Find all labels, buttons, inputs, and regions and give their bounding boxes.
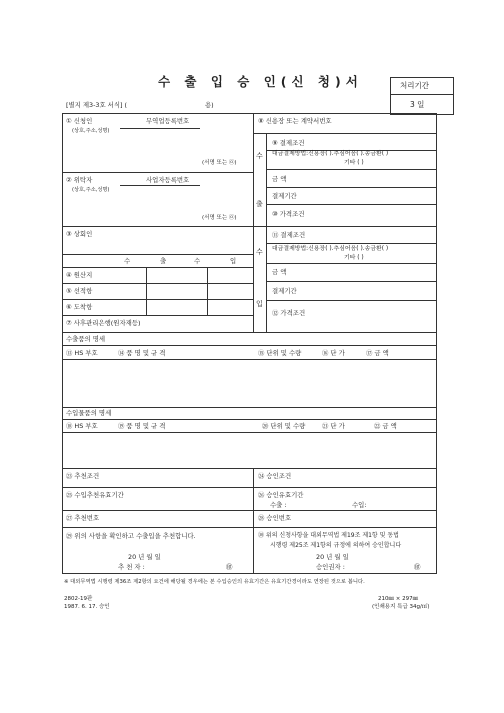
approval-date: 20 년 월 일 bbox=[316, 553, 349, 561]
import-goods-header: ⑳ 단위 및 수량 bbox=[262, 422, 306, 430]
arrival-port-label: ⑥ 도착항 bbox=[66, 303, 93, 311]
export-period-label: 결제기간 bbox=[272, 192, 297, 200]
approval-statement-line2: 시행령 제25조 제1항의 규정에 의하여 승인합니다 bbox=[270, 542, 402, 549]
approver-seal: ㊞ bbox=[414, 563, 421, 571]
recommender-label: 추 천 자 : bbox=[118, 563, 145, 571]
export-payment-method: 대금결제방법:신용장( ).추심어음( ).송금환( ) bbox=[272, 151, 389, 157]
export-side-label: 수 bbox=[256, 152, 263, 160]
grid-line bbox=[62, 315, 253, 316]
approval-statement-line1: ㉚ 위의 신청사항을 대외무역법 제19조 제1항 및 동법 bbox=[258, 532, 399, 539]
lc-contract-number-label: ⑧ 신용장 또는 계약서번호 bbox=[258, 117, 332, 125]
grid-line bbox=[436, 113, 437, 573]
form-reference-suffix: 용) bbox=[205, 101, 214, 109]
consignor-reg-number-label: 사업자등록번호 bbox=[146, 176, 190, 184]
grid-line bbox=[62, 283, 253, 284]
grid-line bbox=[62, 267, 253, 268]
import-payment-method: 대금결제방법:신용장( ).추심어음( ).송금환( ) bbox=[272, 246, 389, 252]
grid-line bbox=[62, 359, 437, 360]
grid-line bbox=[62, 332, 437, 333]
grid-line bbox=[62, 299, 253, 300]
grid-line bbox=[253, 133, 437, 134]
import-payment-terms-label: ⑪ 결제조건 bbox=[272, 231, 306, 239]
approval-validity-export: 수출 : bbox=[270, 501, 287, 509]
recommender-seal: ㊞ bbox=[226, 563, 233, 571]
applicant-sign-label: (서명 또는 ㉧) bbox=[202, 160, 237, 166]
form-code: 2802-19판 bbox=[64, 596, 93, 602]
recommendation-statement: ㉙ 위의 사항을 확인하고 수출입을 추천합니다. bbox=[66, 532, 196, 540]
grid-line bbox=[253, 226, 437, 227]
grid-line bbox=[266, 243, 437, 244]
import-payment-other: 기타 ( ) bbox=[344, 255, 364, 261]
export-goods-header: ⑯ 단 가 bbox=[322, 349, 345, 357]
grid-line bbox=[266, 300, 437, 301]
grid-line bbox=[62, 254, 253, 255]
processing-period-label: 처리기간 bbox=[400, 81, 429, 90]
paper-spec: (인쇄용지 특급 34g/㎡) bbox=[372, 604, 430, 610]
import-period-label: 결제기간 bbox=[272, 287, 297, 295]
consignor-label: ② 위탁자 bbox=[66, 176, 93, 184]
loading-port-label: ⑤ 선적항 bbox=[66, 287, 93, 295]
form-title: 수 출 입 승 인(신 청)서 bbox=[158, 74, 363, 89]
export-goods-title: 수출품의 명세 bbox=[66, 335, 106, 343]
follow-up-bank-label: ⑦ 사후관리은행(원자재등) bbox=[66, 319, 141, 327]
import-amount-label: 금 액 bbox=[272, 268, 287, 276]
export-payment-other: 기타 ( ) bbox=[344, 160, 364, 166]
grid-line bbox=[62, 527, 437, 528]
applicant-sub-label: (상호,주소,성명) bbox=[72, 128, 110, 134]
processing-period-value: 3 일 bbox=[410, 100, 425, 109]
recommendation-number-label: ㉗ 추천번호 bbox=[66, 514, 100, 522]
grid-line bbox=[62, 345, 437, 346]
grid-line bbox=[62, 432, 437, 433]
recommendation-terms-label: ㉓ 추천조건 bbox=[66, 472, 100, 480]
grid-line bbox=[146, 267, 147, 315]
approval-terms-label: ㉔ 승인조건 bbox=[258, 472, 292, 480]
export-goods-header: ⑭ 품 명 및 규 격 bbox=[118, 349, 166, 357]
recommendation-date: 20 년 월 일 bbox=[128, 553, 161, 561]
grid-line bbox=[62, 510, 437, 511]
grid-line bbox=[62, 113, 437, 114]
paper-size: 210㎜ × 297㎜ bbox=[378, 596, 419, 602]
grid-line bbox=[266, 169, 437, 170]
grid-line bbox=[62, 332, 63, 573]
grid-line bbox=[266, 263, 437, 264]
counterparty-label: ③ 상회인 bbox=[66, 230, 93, 238]
grid-line bbox=[253, 468, 254, 573]
divider bbox=[390, 94, 453, 95]
import-side-label: 입 bbox=[256, 300, 263, 308]
legal-note: ※ 대외무역법 시행령 제36조 제2항의 요건에 해당될 경우에는 본 수입승인의 유효기간은 유효기간경이라도 연장된 것으로 봅니다. bbox=[64, 579, 365, 585]
grid-line bbox=[62, 226, 253, 227]
approval-validity-import: 수입: bbox=[352, 501, 367, 509]
trade-label: 수 bbox=[194, 257, 201, 265]
import-side-label: 수 bbox=[256, 248, 263, 256]
origin-label: ④ 원산지 bbox=[66, 271, 93, 279]
underline bbox=[120, 185, 200, 186]
consignor-sub-label: (상호,주소,성명) bbox=[72, 187, 110, 193]
import-price-terms-label: ⑫ 가격조건 bbox=[272, 309, 306, 317]
grid-line bbox=[266, 187, 437, 188]
export-goods-header: ⑰ 금 액 bbox=[366, 349, 389, 357]
consignor-sign-label: (서명 또는 ㉧) bbox=[202, 215, 237, 221]
grid-line bbox=[62, 468, 437, 469]
grid-line bbox=[266, 281, 437, 282]
trade-label: 입 bbox=[230, 257, 237, 265]
applicant-label: ① 신청인 bbox=[66, 117, 93, 125]
underline bbox=[120, 128, 200, 129]
grid-line bbox=[253, 113, 254, 332]
recommendation-validity-label: ㉕ 수입추천유효기간 bbox=[66, 491, 124, 499]
grid-line bbox=[266, 133, 267, 332]
import-goods-header: ⑱ HS 부호 bbox=[66, 422, 98, 430]
grid-line bbox=[62, 407, 437, 408]
approver-label: 승인권자 : bbox=[316, 563, 345, 571]
export-goods-header: ⑮ 단위 및 수량 bbox=[258, 349, 302, 357]
grid-line bbox=[62, 172, 253, 173]
trade-label: 출 bbox=[160, 257, 167, 265]
export-side-label: 출 bbox=[256, 200, 263, 208]
import-goods-header: ㉑ 단 가 bbox=[322, 422, 345, 430]
import-goods-title: 수입물품의 명세 bbox=[66, 409, 112, 417]
grid-line bbox=[207, 267, 208, 315]
grid-line bbox=[62, 487, 437, 488]
approval-validity-label: ㉖ 승인유효기간 bbox=[258, 491, 304, 499]
approval-date-code: 1987. 6. 17. 승인 bbox=[64, 604, 110, 610]
applicant-reg-number-label: 무역업등록번호 bbox=[146, 117, 190, 125]
trade-label: 수 bbox=[124, 257, 131, 265]
grid-line bbox=[62, 573, 437, 574]
approval-number-label: ㉘ 승인번호 bbox=[258, 514, 292, 522]
export-amount-label: 금 액 bbox=[272, 175, 287, 183]
export-price-terms-label: ⑩ 가격조건 bbox=[272, 210, 305, 218]
import-goods-header: ⑲ 품 명 및 규 격 bbox=[118, 422, 166, 430]
grid-line bbox=[266, 204, 437, 205]
import-goods-header: ㉒ 금 액 bbox=[374, 422, 397, 430]
export-goods-header: ⑬ HS 부호 bbox=[66, 349, 98, 357]
grid-line bbox=[62, 419, 437, 420]
form-reference: [별지 제3-3호 서식] ( bbox=[66, 101, 128, 109]
export-payment-terms-label: ⑨ 결제조건 bbox=[272, 139, 305, 147]
